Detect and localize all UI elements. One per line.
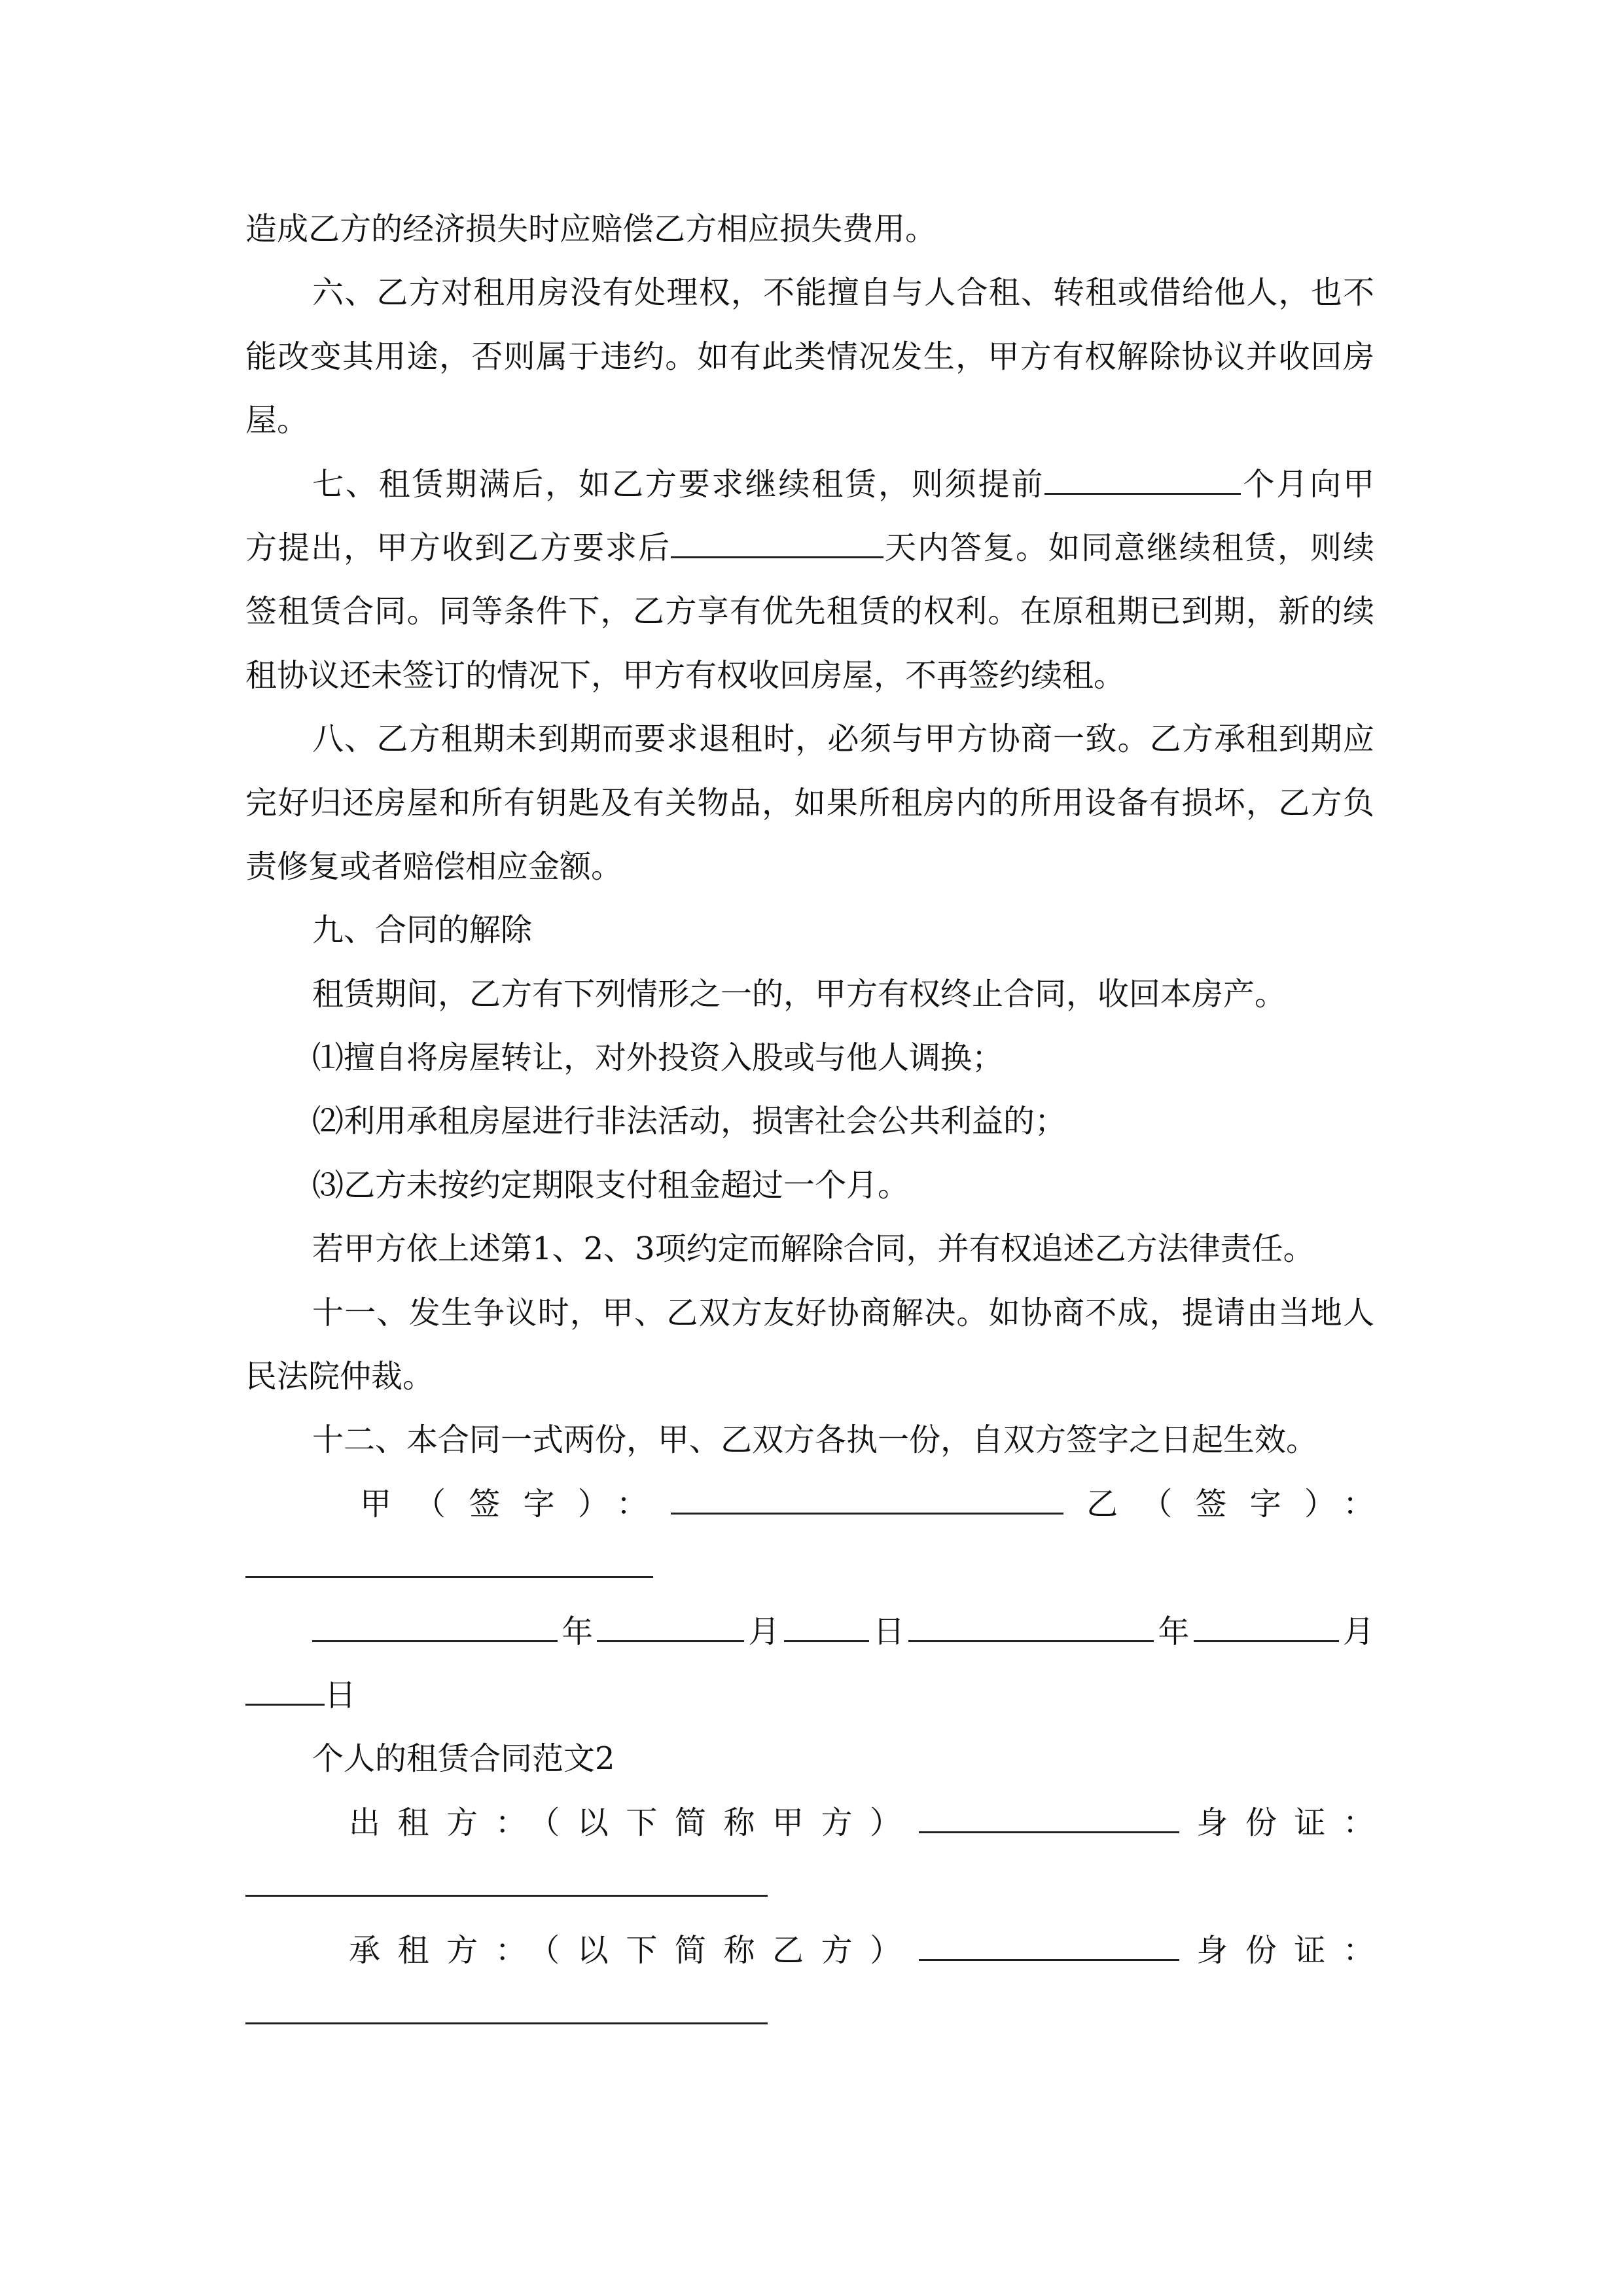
year-blank[interactable] [908, 1601, 1154, 1642]
lessor-id-line [245, 1855, 1374, 1918]
text: 方提出，甲方收到乙方要求后 [245, 529, 671, 566]
clause-9-title: 九、合同的解除 [312, 912, 533, 949]
signature-line [245, 1473, 1374, 1536]
clause-7-line [245, 453, 1374, 516]
text: 个月向甲 [1241, 465, 1374, 503]
lessee-id-blank[interactable] [245, 1983, 768, 2024]
clause-8-line: 八、乙方租期未到期而要求退租时，必须与甲方协商一致。乙方承租到期应 [312, 721, 1374, 758]
month-blank[interactable] [1194, 1601, 1339, 1642]
text: 七、租赁期满后，如乙方要求继续租赁，则须提前 [312, 465, 1045, 503]
clause-11-line: 民法院仲裁。 [245, 1358, 435, 1395]
day-blank[interactable] [784, 1601, 869, 1642]
text: 日 [325, 1676, 357, 1713]
lessor-label: 出租方：（以下简称甲方） [349, 1804, 919, 1841]
sample-2-title: 个人的租赁合同范文2 [312, 1740, 615, 1778]
clause-12-line: 十二、本合同一式两份，甲、乙双方各执一份，自双方签字之日起生效。 [312, 1422, 1318, 1459]
signature-line [245, 1536, 1374, 1600]
text: 月 [1338, 1613, 1374, 1650]
id-label: 身份证： [1179, 1804, 1374, 1841]
lessor-line [245, 1791, 1374, 1855]
text: 天内答复。如同意继续租赁，则续 [883, 529, 1374, 566]
text: 年 [558, 1613, 597, 1650]
party-b-sign-blank[interactable] [245, 1537, 653, 1578]
lessor-name-blank[interactable] [919, 1792, 1179, 1833]
party-b-sign-label: 乙（签字）： [1063, 1485, 1374, 1522]
clause-9-intro: 租赁期间，乙方有下列情形之一的，甲方有权终止合同，收回本房产。 [312, 975, 1287, 1013]
party-a-sign-blank[interactable] [671, 1473, 1063, 1515]
lessee-line [245, 1919, 1374, 1982]
clause-9-item: ⑴擅自将房屋转让，对外投资入股或与他人调换； [312, 1039, 1004, 1077]
clause-6-line: 屋。 [245, 402, 309, 439]
party-a-sign-label: 甲（签字）： [360, 1485, 671, 1522]
clause-9-after: 若甲方依上述第1、2、3项约定而解除合同，并有权追述乙方法律责任。 [312, 1230, 1315, 1268]
year-blank[interactable] [312, 1601, 558, 1642]
days-blank[interactable] [671, 517, 883, 558]
months-blank[interactable] [1044, 454, 1241, 495]
lessee-label: 承租方：（以下简称乙方） [349, 1931, 919, 1969]
id-label: 身份证： [1179, 1931, 1374, 1969]
contract-document [245, 198, 1374, 2046]
text: 年 [1154, 1613, 1194, 1650]
lessee-name-blank[interactable] [919, 1920, 1179, 1961]
clause-9-item: ⑵利用承租房屋进行非法活动，损害社会公共利益的； [312, 1103, 1067, 1140]
lessor-id-blank[interactable] [245, 1856, 768, 1897]
clause-9-item: ⑶乙方未按约定期限支付租金超过一个月。 [312, 1166, 910, 1204]
date-line [245, 1600, 1374, 1664]
clause-11-line: 十一、发生争议时，甲、乙双方友好协商解决。如协商不成，提请由当地人 [312, 1294, 1374, 1331]
day-blank[interactable] [245, 1664, 325, 1706]
clause-6-line: 能改变其用途，否则属于违约。如有此类情况发生，甲方有权解除协议并收回房 [245, 338, 1374, 375]
lessee-id-line [245, 1982, 1374, 2046]
clause-7-line: 租协议还未签订的情况下，甲方有权收回房屋，不再签约续租。 [245, 656, 1126, 694]
clause-7-line [245, 516, 1374, 580]
month-blank[interactable] [597, 1601, 744, 1642]
paragraph-line: 造成乙方的经济损失时应赔偿乙方相应损失费用。 [245, 211, 937, 247]
text: 月 [744, 1613, 784, 1650]
date-line [245, 1664, 1374, 1727]
text: 日 [868, 1613, 909, 1650]
clause-7-line: 签租赁合同。同等条件下，乙方享有优先租赁的权利。在原租期已到期，新的续 [245, 593, 1374, 630]
clause-6-line: 六、乙方对租用房没有处理权，不能擅自与人合租、转租或借给他人，也不 [312, 274, 1374, 312]
clause-8-line: 责修复或者赔偿相应金额。 [245, 848, 623, 885]
clause-8-line: 完好归还房屋和所有钥匙及有关物品，如果所租房内的所用设备有损坏，乙方负 [245, 784, 1374, 821]
